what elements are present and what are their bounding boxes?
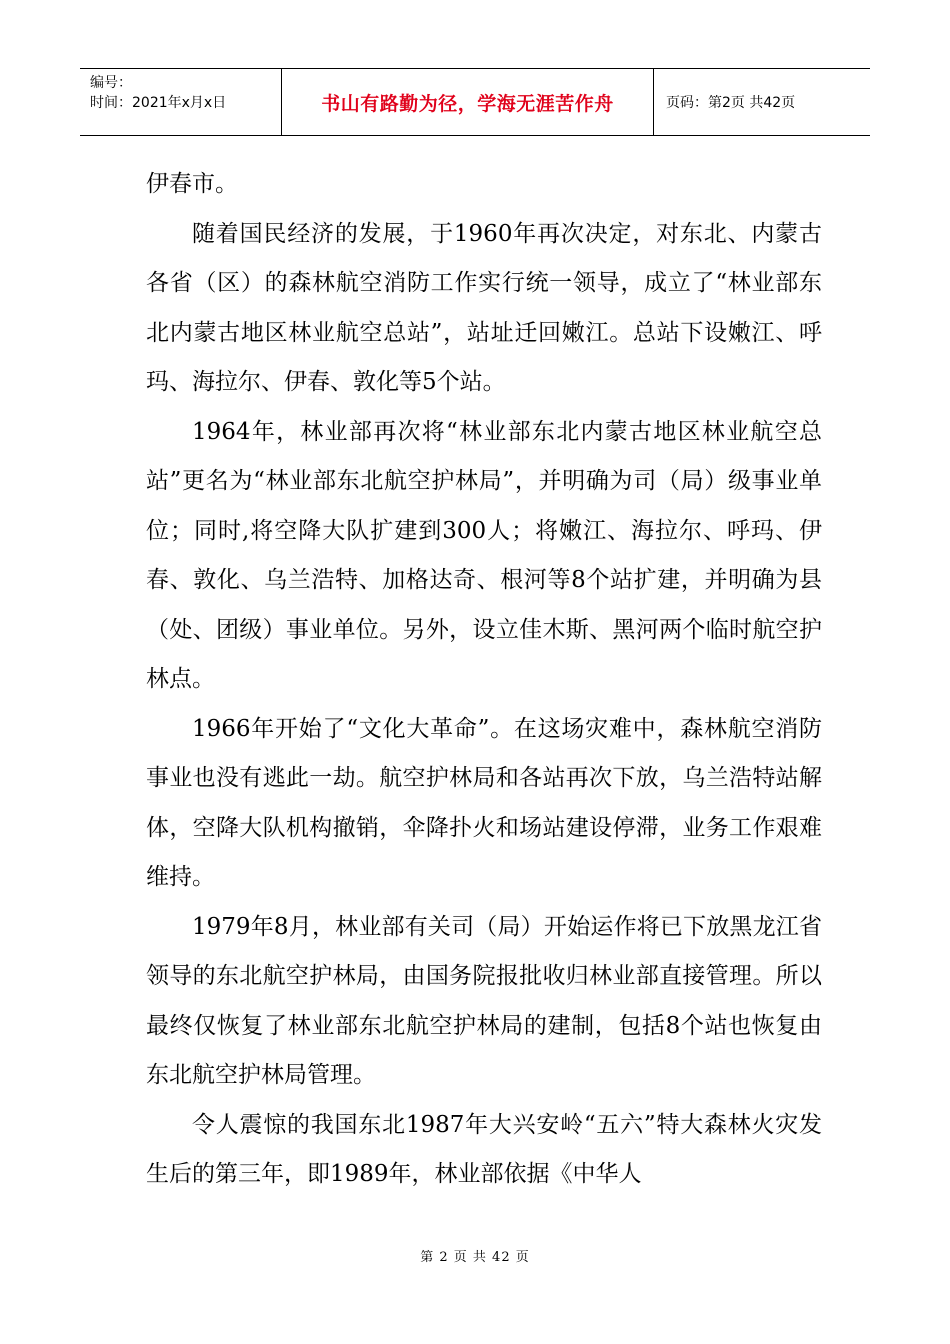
header-meta <box>80 69 282 135</box>
header-page-info: 页码：第2页 共42页 <box>666 95 796 111</box>
document-time-label: 时间：2021年x月x日 <box>90 95 227 111</box>
page-header <box>80 68 870 136</box>
header-motto: 书山有路勤为径，学海无涯苦作舟 <box>282 69 654 135</box>
paragraph: 1979年8月，林业部有关司（局）开始运作将已下放黑龙江省领导的东北航空护林局，由国务院报批收归林业部直接管理。所以最终仅恢复了林业部东北航空护林局的建制，包括8个站也恢复由东北航空护林局管理。 <box>146 913 822 1088</box>
document-body <box>146 160 822 1200</box>
paragraph: 1966年开始了“文化大革命”。在这场灾难中，森林航空消防事业也没有逃此一劫。航空护林局和各站再次下放，乌兰浩特站解体，空降大队机构撤销，伞降扑火和场站建设停滞，业务工作艰难维持。 <box>146 715 822 890</box>
paragraph-continuation: 伊春市。 <box>146 171 238 197</box>
document-number-label: 编号： <box>90 75 132 91</box>
page-footer: 第 2 页 共 42 页 <box>420 1250 530 1265</box>
paragraph: 1964年，林业部再次将“林业部东北内蒙古地区林业航空总站”更名为“林业部东北航空护林局”，并明确为司（局）级事业单位；同时,将空降大队扩建到300人；将嫩江、海拉尔、呼玛、伊春、敦化、乌兰浩特、加格达奇、根河等8个站扩建，并明确为县（处、团级）事业单位。另外，设立佳木斯、黑河两个临时航空护林点。 <box>146 418 822 692</box>
paragraph: 随着国民经济的发展，于1960年再次决定，对东北、内蒙古各省（区）的森林航空消防工作实行统一领导，成立了“林业部东北内蒙古地区林业航空总站”，站址迁回嫩江。总站下设嫩江、呼玛、海拉尔、伊春、敦化等5个站。 <box>146 220 822 395</box>
paragraph: 令人震惊的我国东北1987年大兴安岭“五六”特大森林火灾发生后的第三年，即1989年，林业部依据《中华人 <box>146 1111 822 1187</box>
